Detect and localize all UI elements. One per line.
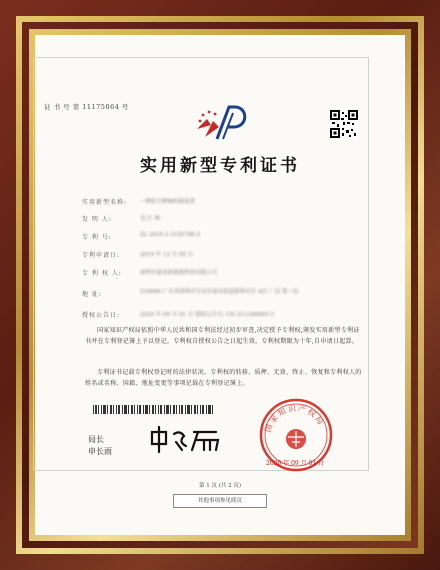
issue-date: 2020 年 09 月 01 日 xyxy=(266,460,325,467)
certificate-title: 实用新型专利证书 xyxy=(140,156,300,176)
field-label-inventor: 发 明 人: xyxy=(82,216,112,223)
director-name: 申长雨 xyxy=(88,447,112,456)
legal-status-paragraph: 专利证书记载专利权登记时的法律状况。专利权的转移、质押、无效、终止、恢复和专利权人的姓名或名称、国籍、地址变更等事项记载在专利登记簿上。 xyxy=(85,369,362,387)
field-label-patent-no: 专 利 号: xyxy=(82,234,112,241)
field-label-name: 实用新型名称: xyxy=(82,199,128,206)
director-title: 局长 xyxy=(88,435,104,444)
field-value-filing-date: 2019 年 12 月 05 日 xyxy=(140,252,194,258)
field-label-patentee: 专 利 权 人: xyxy=(82,270,122,277)
certificate-number: 证 书 号 第 11175064 号 xyxy=(44,103,129,111)
page-number: 第 1 页 (共 2 页) xyxy=(198,483,242,489)
director-signature xyxy=(146,424,226,454)
field-label-grant-date: 授权公告日: xyxy=(82,312,121,319)
barcode-icon xyxy=(93,405,213,414)
qr-code-icon xyxy=(330,110,358,138)
svg-text:国家知识产权局: 国家知识产权局 xyxy=(263,403,327,434)
field-label-filing-date: 专利申请日: xyxy=(82,252,121,259)
grant-paragraph: 国家知识产权局依照中华人民共和国专利法经过初步审查,决定授予专利权,颁发实用新型专利证书并在专利登记簿上予以登记。专利权自授权公告之日起生效。专利权期限为十年,自申请日起算。 xyxy=(85,327,360,345)
patent-office-logo-icon xyxy=(195,103,251,143)
continuation-note: 其他事项参见续页 xyxy=(173,494,267,508)
field-value-patentee: 深圳市嘉业新能源科技有限公司 xyxy=(140,270,218,276)
field-value-grant-date: 2020 年 09 月 01 日 授权公告号: CN 211180605 U xyxy=(140,312,275,318)
field-value-name: 一种防尘降噪机箱装置 xyxy=(140,199,196,205)
field-value-inventor: 毛 红 梅 xyxy=(140,216,160,222)
field-label-address: 地 址: xyxy=(82,291,102,298)
field-value-address: 518000 广东省深圳市宝安区福永街道新和社区 A区 厂房 第一层 xyxy=(140,289,299,295)
field-value-patent-no: ZL 2019 2 2150786.5 xyxy=(140,232,200,238)
